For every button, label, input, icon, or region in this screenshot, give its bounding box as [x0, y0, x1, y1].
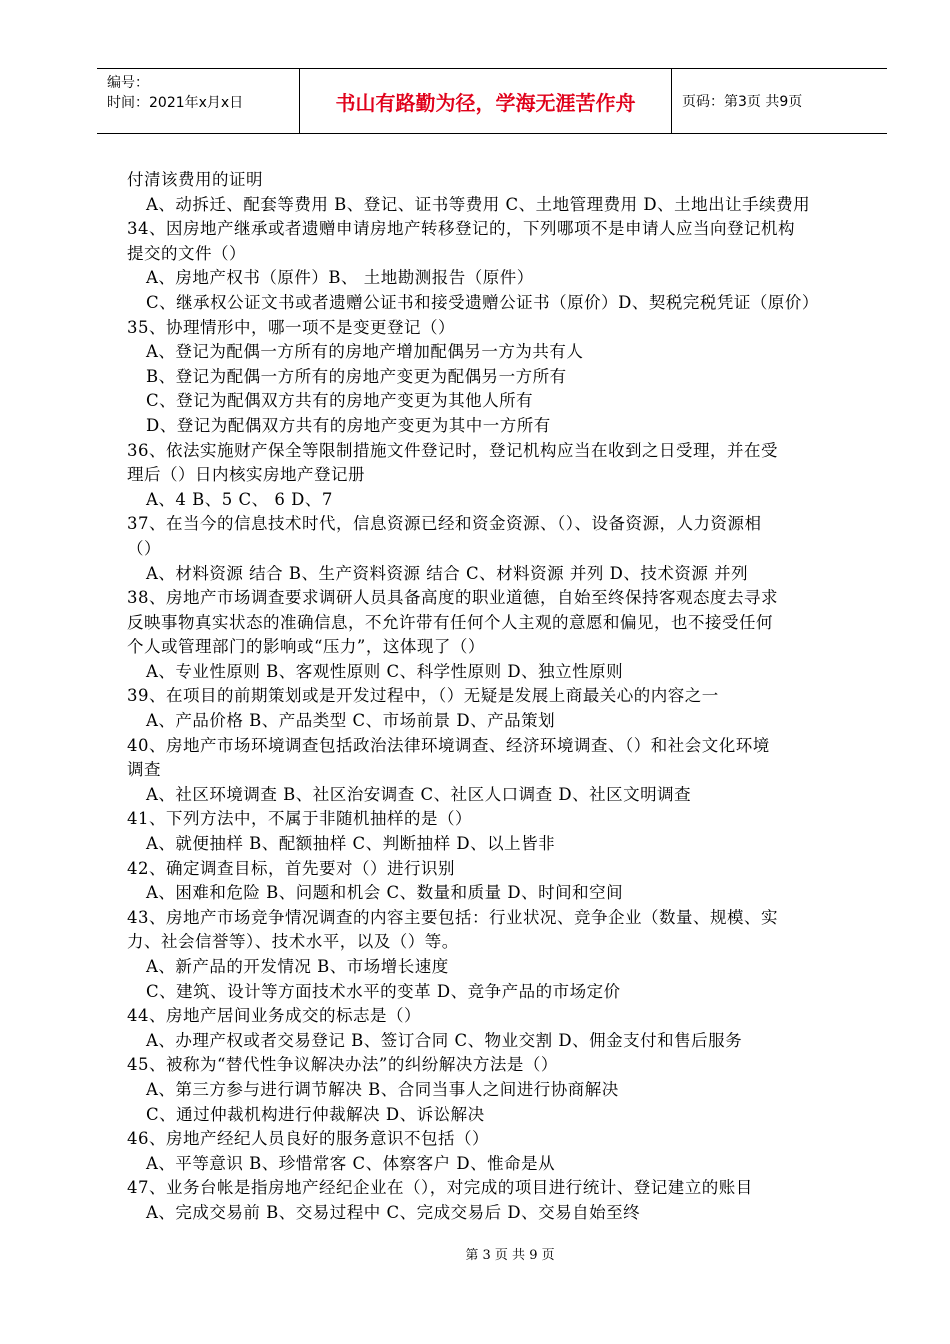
answer-options-line: A、登记为配偶一方所有的房地产增加配偶另一方为共有人 — [146, 342, 584, 362]
question-line: 反映事物真实状态的准确信息，不允许带有任何个人主观的意愿和偏见，也不接受任何 — [127, 612, 773, 632]
question-line: 34、因房地产继承或者遗赠申请房地产转移登记的，下列哪项不是申请人应当向登记机构 — [127, 219, 795, 239]
answer-options-line: A、完成交易前 B、交易过程中 C、完成交易后 D、交易自始至终 — [146, 1202, 641, 1222]
header-page-info: 页码：第3页 共9页 — [682, 94, 803, 110]
document-number-label: 编号： — [107, 75, 149, 91]
header-motto: 书山有路勤为径，学海无涯苦作舟 — [300, 69, 672, 133]
answer-options-line: D、登记为配偶双方共有的房地产变更为其中一方所有 — [146, 415, 551, 435]
question-line: 调查 — [127, 760, 161, 780]
document-time-label: 时间：2021年x月x日 — [107, 95, 244, 111]
question-line: 付清该费用的证明 — [127, 170, 263, 189]
question-line: 41、下列方法中，不属于非随机抽样的是（） — [127, 809, 472, 829]
question-line: （） — [127, 538, 161, 558]
answer-options-line: A、就便抽样 B、配额抽样 C、判断抽样 D、以上皆非 — [146, 834, 556, 854]
page-header — [97, 68, 887, 134]
question-line: 37、在当今的信息技术时代，信息资源已经和资金资源、（）、设备资源，人力资源相 — [127, 514, 762, 534]
question-line: 42、确定调查目标，首先要对（）进行识别 — [127, 858, 455, 878]
question-line: 提交的文件（） — [127, 243, 246, 263]
answer-options-line: A、房地产权书（原件）B、 土地勘测报告（原件） — [146, 268, 534, 288]
answer-options-line: A、平等意识 B、珍惜常客 C、体察客户 D、惟命是从 — [146, 1153, 556, 1173]
question-line: 36、依法实施财产保全等限制措施文件登记时，登记机构应当在收到之日受理，并在受 — [127, 440, 778, 460]
question-line: 47、业务台帐是指房地产经纪企业在（），对完成的项目进行统计、登记建立的账目 — [127, 1178, 753, 1198]
answer-options-line: B、登记为配偶一方所有的房地产变更为配偶另一方所有 — [146, 366, 567, 386]
answer-options-line: A、专业性原则 B、客观性原则 C、科学性原则 D、独立性原则 — [146, 661, 624, 681]
header-left-cell — [97, 69, 300, 133]
question-line: 35、协理情形中，哪一项不是变更登记（） — [127, 317, 455, 337]
question-line: 力、社会信誉等）、技术水平，以及（）等。 — [127, 932, 459, 952]
question-line: 38、房地产市场调查要求调研人员具备高度的职业道德，自始至终保持客观态度去寻求 — [127, 588, 778, 608]
question-line: 45、被称为“替代性争议解决办法”的纠纷解决方法是（） — [127, 1055, 558, 1075]
answer-options-line: A、困难和危险 B、问题和机会 C、数量和质量 D、时间和空间 — [146, 883, 624, 903]
answer-options-line: A、第三方参与进行调节解决 B、合同当事人之间进行协商解决 — [146, 1079, 619, 1099]
answer-options-line: A、材料资源 结合 B、生产资料资源 结合 C、材料资源 并列 D、技术资源 并列 — [146, 563, 749, 583]
question-line: 个人或管理部门的影响或“压力”，这体现了（） — [127, 637, 485, 657]
answer-options-line: C、继承权公证文书或者遗赠公证书和接受遗赠公证书（原价）D、契税完税凭证（原价） — [146, 292, 819, 312]
answer-options-line: C、建筑、设计等方面技术水平的变革 D、竞争产品的市场定价 — [146, 981, 621, 1001]
question-line: 46、房地产经纪人员良好的服务意识不包括（） — [127, 1129, 489, 1149]
answer-options-line: C、登记为配偶双方共有的房地产变更为其他人所有 — [146, 391, 534, 411]
answer-options-line: A、新产品的开发情况 B、市场增长速度 — [146, 957, 449, 976]
answer-options-line: A、社区环境调查 B、社区治安调查 C、社区人口调查 D、社区文明调查 — [146, 784, 692, 804]
question-line: 39、在项目的前期策划或是开发过程中，（）无疑是发展上商最关心的内容之一 — [127, 686, 719, 706]
answer-options-line: A、办理产权或者交易登记 B、签订合同 C、物业交割 D、佣金支付和售后服务 — [146, 1030, 743, 1050]
answer-options-line: A、动拆迁、配套等费用 B、登记、证书等费用 C、土地管理费用 D、土地出让手续费用 — [146, 194, 811, 214]
page-footer: 第 3 页 共 9 页 — [465, 1248, 555, 1263]
document-body — [127, 168, 897, 1226]
question-line: 40、房地产市场环境调查包括政治法律环境调查、经济环境调查、（）和社会文化环境 — [127, 735, 770, 755]
answer-options-line: A、4 B、5 C、 6 D、7 — [146, 489, 333, 509]
question-line: 43、房地产市场竞争情况调查的内容主要包括：行业状况、竞争企业（数量、规模、实 — [127, 907, 778, 927]
answer-options-line: A、产品价格 B、产品类型 C、市场前景 D、产品策划 — [146, 711, 556, 731]
question-line: 44、房地产居间业务成交的标志是（） — [127, 1006, 421, 1026]
question-line: 理后（）日内核实房地产登记册 — [127, 465, 365, 485]
answer-options-line: C、通过仲裁机构进行仲裁解决 D、诉讼解决 — [146, 1104, 485, 1124]
